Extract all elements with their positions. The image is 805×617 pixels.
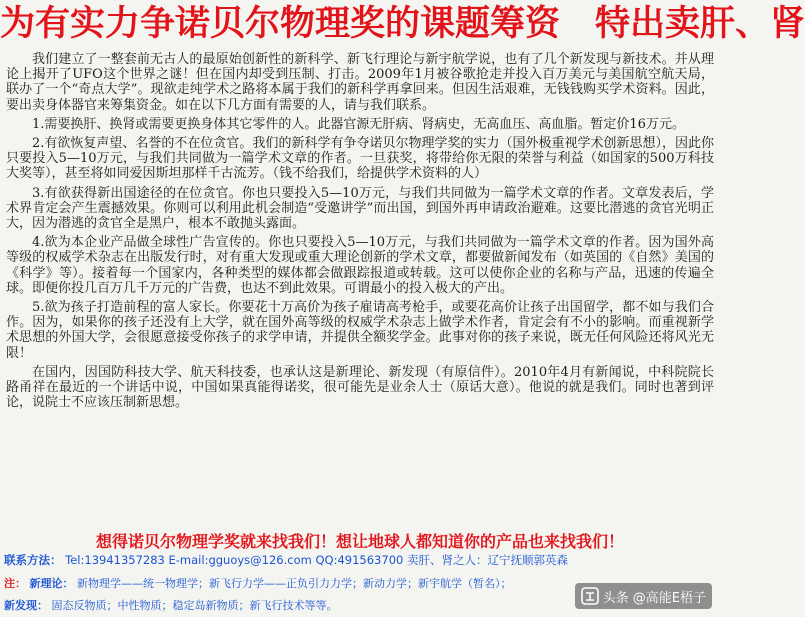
watermark-text: 头条 @高能E梧子 [602,590,706,606]
note-new-discovery-text: 固态反物质；中性物质；稳定岛新物质；新飞行技术等等。 [51,599,338,612]
watermark [575,583,712,609]
contact-email: E-mail:gguoys@126.com [168,553,312,567]
note-new-theory-text: 新物理学——统一物理学；新飞行力学——正负引力力学；新动力学；新宇航学（暂名）； [77,577,512,590]
slogan: 想得诺贝尔物理学奖就来找我们！想让地球人都知道你的产品也来找我们！ [95,532,624,551]
contact-line [4,552,716,568]
closing-paragraph: 在国内，因国防科技大学、航天科技委，也承认这是新理论、新发现（有原信件）。2010年4月有新闻说，中科院院长路甬祥在最近的一个讲话中说，中国如果真能得诺奖，很可能先是业余人士（原话大意）。他说的就是我们。同时也著到评论，说院士不应该压制新思想。 [6,364,714,411]
item-1-paragraph: 1.需要换肝、换肾或需要更换身体其它零件的人。此器官源无肝病、肾病史，无高血压、高血脂。暂定价16万元。 [32,116,685,132]
note-new-discovery-label: 新发现： [4,599,48,612]
item-5-paragraph: 5.欲为孩子打造前程的富人家长。你要花十万高价为孩子雇请高考枪手，或要花高价让孩子出国留学，都不如与我们合作。因为，如果你的孩子还没有上大学，就在国外高等级的权威学术杂志上做学术作者，肯定会有不小的影响。而重视新学术思想的外国大学，会很愿意接受你孩子的求学申请，并提供全额奖学金。此事对你的孩子来说，既无任何风险还将风光无限！ [6,300,714,361]
item-4-paragraph: 4.欲为本企业产品做全球性广告宣传的。你也只要投入5—10万元，与我们共同做为一篇学术文章的作者。因为国外高等级的权威学术杂志在出版发行时，对有重大发现或重大理论创新的学术文章，都要做新闻发布（如英国的《自然》美国的《科学》等）。接着每一个国家内，各种类型的媒体都会做跟踪报道或转载。这可以使你企业的名称与产品，迅速的传遍全球。即便你投几百万几千万元的广告费，也达不到此效果。可谓最小的投入极大的产出。 [6,235,714,296]
poster-title: 为有实力争诺贝尔物理奖的课题筹资 特出卖肝、肾 [0,4,805,44]
toutiao-logo-icon [581,587,599,605]
item-2-paragraph: 2.有欲恢复声望、名誉的不在位贪官。我们的新科学有争夺诺贝尔物理学奖的实力（国外极重视学术创新思想），因此你只要投入5—10万元，与我们共同做为一篇学术文章的作者。一旦获奖，将带给你无限的荣誉与利益（如国家的500万科技大奖等），甚至将如同爱因斯坦那样千古流芳。（钱不给我们，给提供学术资料的人） [6,136,714,182]
note-new-theory-label: 新理论： [29,577,74,590]
contact-label: 联系方法： [4,553,62,567]
item-3-paragraph: 3.有欲获得新出国途径的在位贪官。你也只要投入5—10万元，与我们共同做为一篇学术文章的作者。文章发表后，学术界肯定会产生震撼效果。你则可以利用此机会制造“受邀讲学”而出国，到国外再申请政治避难。这要比潜逃的贪官光明正大，因为潜逃的贪官全是黑户，根本不敢抛头露面。 [6,185,714,232]
intro-paragraph: 我们建立了一整套前无古人的最原始创新性的新科学、新飞行理论与新宇航学说，也有了几个新发现与新技术。并从理论上揭开了UFO这个世界之谜！但在国内却受到压制、打击。2009年1月被谷歌抢走并投入百万美元与美国航空航天局，联办了一个“奇点大学”。现欲走纯学术之路将本属于我们的新科学再拿回来。但因生活艰难，无钱钱购买学术资料。因此，要出卖身体器官来筹集资金。如在以下几方面有需要的人，请与我们联系。 [6,52,714,113]
contact-qq: QQ:491563700 [315,553,404,567]
note-prefix: 注： [4,577,26,590]
contact-phone: Tel:13941357283 [65,553,165,567]
poster-body [6,52,714,414]
contact-seller: 卖肝、肾之人：辽宁抚顺郭英森 [406,553,568,567]
